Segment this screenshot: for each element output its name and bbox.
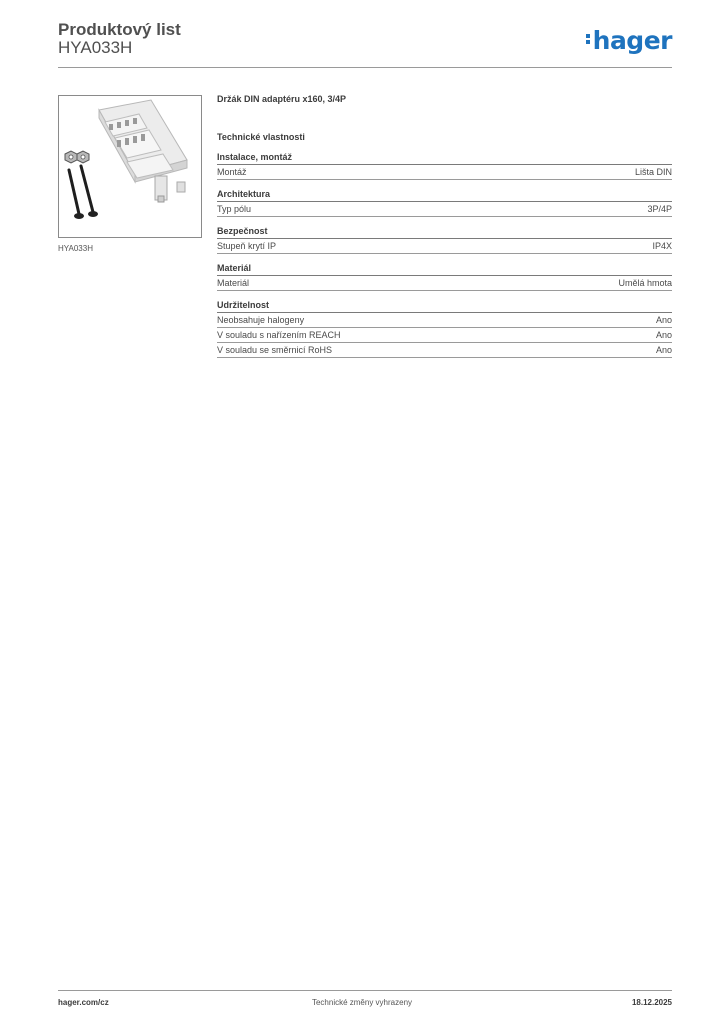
section-material	[217, 263, 672, 291]
product-image	[58, 95, 202, 238]
property-row	[217, 276, 672, 291]
property-value: Ano	[655, 330, 672, 340]
property-value: IP4X	[652, 241, 672, 251]
logo-dots-icon	[586, 32, 591, 46]
property-label: Typ pólu	[217, 204, 252, 214]
footer-date: 18.12.2025	[631, 998, 672, 1007]
property-value: Ano	[655, 315, 672, 325]
section-sustainability	[217, 300, 672, 358]
property-row	[217, 239, 672, 254]
product-name: Držák DIN adaptéru x160, 3/4P	[217, 94, 347, 104]
property-label: Neobsahuje halogeny	[217, 315, 305, 325]
property-row	[217, 343, 672, 358]
property-row	[217, 313, 672, 328]
property-row	[217, 328, 672, 343]
property-value: 3P/4P	[647, 204, 672, 214]
product-details	[217, 94, 672, 367]
property-row	[217, 165, 672, 180]
header-divider	[58, 67, 672, 68]
section-title: Instalace, montáž	[217, 152, 672, 165]
technical-properties-heading: Technické vlastnosti	[217, 132, 305, 142]
section-title: Architektura	[217, 189, 672, 202]
property-label: Stupeň krytí IP	[217, 241, 277, 251]
property-row	[217, 202, 672, 217]
property-label: V souladu se směrnicí RoHS	[217, 345, 333, 355]
property-label: V souladu s nařízením REACH	[217, 330, 341, 340]
section-title: Bezpečnost	[217, 226, 672, 239]
section-title: Materiál	[217, 263, 672, 276]
section-architecture	[217, 189, 672, 217]
property-value: Ano	[655, 345, 672, 355]
property-label: Montáž	[217, 167, 247, 177]
din-adapter-holder-image-icon	[59, 96, 201, 237]
property-label: Materiál	[217, 278, 250, 288]
footer-notice: Technické změny vyhrazeny	[311, 998, 413, 1007]
hager-logo[interactable]	[586, 26, 672, 55]
property-value: Lišta DIN	[634, 167, 672, 177]
footer-divider	[58, 990, 672, 991]
section-installation	[217, 152, 672, 180]
product-code: HYA033H	[58, 38, 133, 57]
section-safety	[217, 226, 672, 254]
page-title: Produktový list	[58, 20, 181, 39]
section-title: Udržitelnost	[217, 300, 672, 313]
logo-text: hager	[592, 26, 672, 55]
property-value: Umělá hmota	[618, 278, 672, 288]
footer-website-link[interactable]: hager.com/cz	[58, 998, 109, 1007]
product-image-caption: HYA033H	[58, 244, 93, 253]
